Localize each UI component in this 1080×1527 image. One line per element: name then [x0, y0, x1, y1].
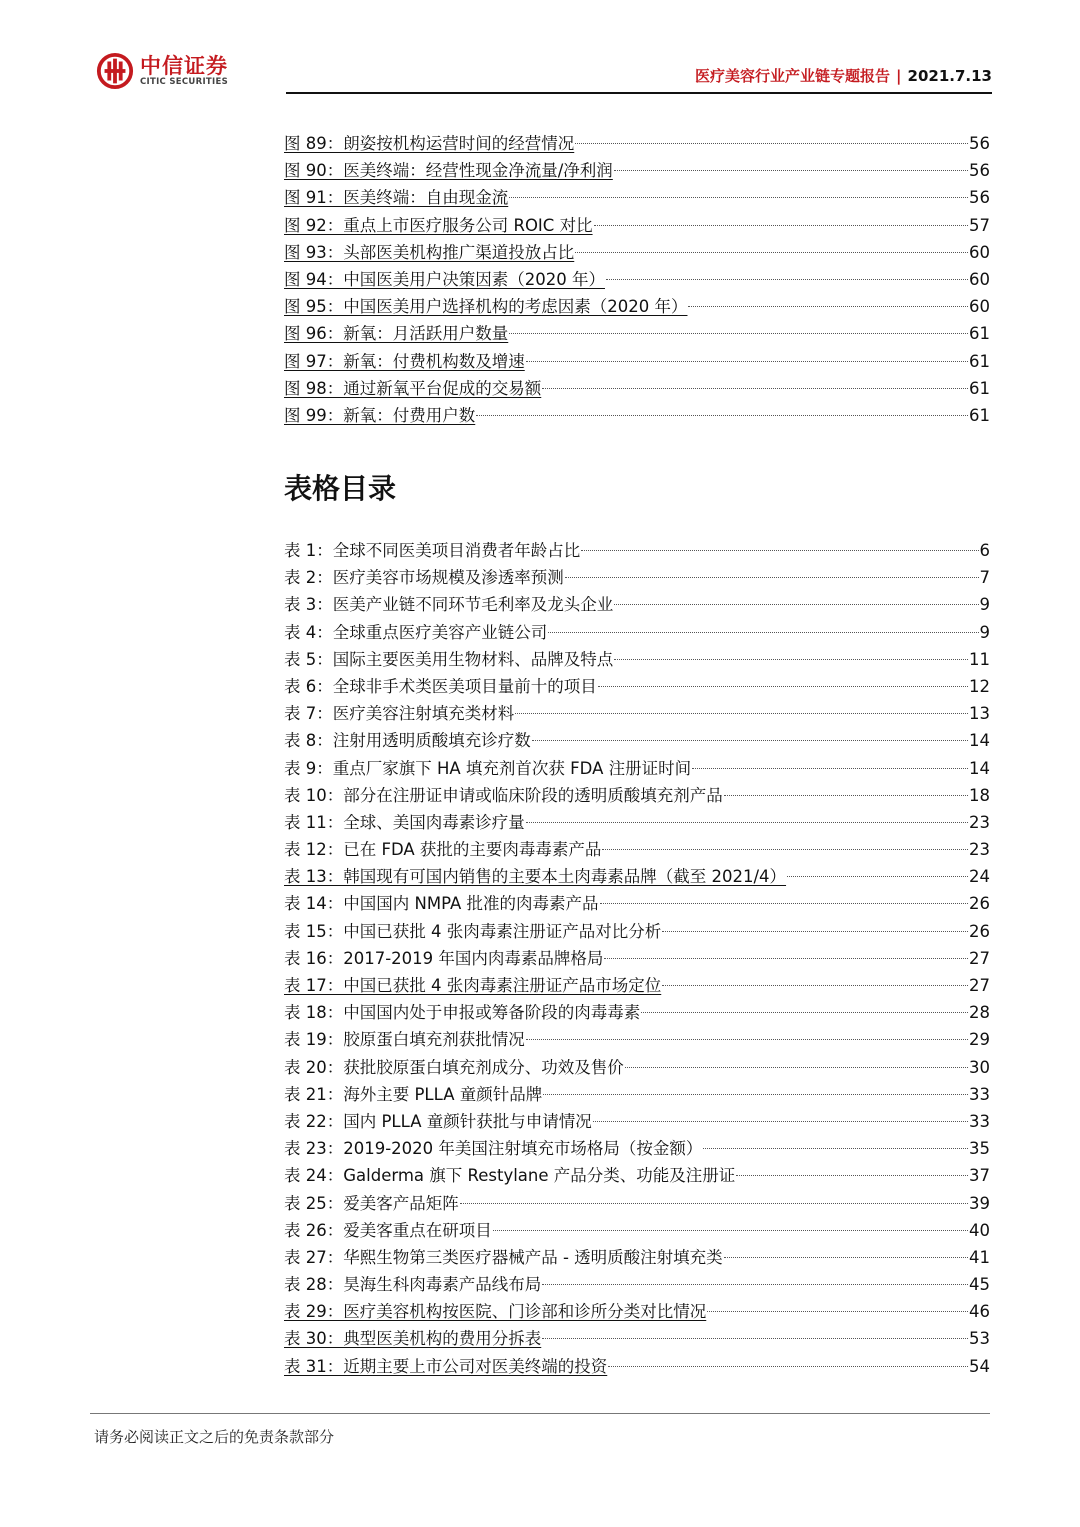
table-entry-title[interactable]: 表 28：昊海生科肉毒素产品线布局: [284, 1275, 542, 1295]
report-date: 2021.7.13: [907, 67, 992, 85]
figure-entry[interactable]: [284, 239, 990, 266]
table-entry[interactable]: [284, 809, 990, 836]
figure-entry-page[interactable]: 60: [969, 242, 990, 262]
table-entry-page[interactable]: 41: [969, 1247, 990, 1267]
table-entry-page[interactable]: 30: [969, 1057, 990, 1077]
table-entry-title[interactable]: 表 31：近期主要上市公司对医美终端的投资: [284, 1356, 608, 1376]
table-entry-page[interactable]: 26: [969, 921, 990, 941]
dot-leader: [476, 415, 968, 416]
figure-entry-page[interactable]: 56: [969, 188, 990, 208]
table-list: [284, 537, 990, 1380]
table-entry-page[interactable]: 33: [969, 1084, 990, 1104]
figure-entry-title[interactable]: 图 99：新氧：付费用户数: [284, 405, 476, 425]
dot-leader: [598, 686, 968, 687]
figure-entry-page[interactable]: 61: [969, 405, 990, 425]
dot-leader: [724, 795, 968, 796]
table-entry-title[interactable]: 表 7：医疗美容注射填充类材料: [284, 704, 515, 724]
table-entry-title[interactable]: 表 29：医疗美容机构按医院、门诊部和诊所分类对比情况: [284, 1302, 707, 1322]
dot-leader: [692, 768, 968, 769]
table-entry[interactable]: [284, 564, 990, 591]
dot-leader: [542, 388, 968, 389]
table-entry-title[interactable]: 表 25：爱美客产品矩阵: [284, 1193, 459, 1213]
table-entry-title[interactable]: 表 16：2017-2019 年国内肉毒素品牌格局: [284, 948, 604, 968]
figure-entry-page[interactable]: 57: [969, 215, 990, 235]
dot-leader: [787, 876, 968, 877]
figure-entry-page[interactable]: 56: [969, 134, 990, 153]
figure-entry[interactable]: [284, 266, 990, 293]
citic-logo: [96, 52, 228, 90]
table-entry-page[interactable]: 27: [969, 976, 990, 995]
dot-leader: [542, 1338, 968, 1339]
figure-entry-title[interactable]: 图 92：重点上市医疗服务公司 ROIC 对比: [284, 215, 593, 235]
figure-entry-page[interactable]: 60: [969, 297, 990, 317]
table-entry-page[interactable]: 26: [969, 894, 990, 914]
table-entry-title[interactable]: 表 1：全球不同医美项目消费者年龄占比: [284, 541, 581, 560]
table-entry-page[interactable]: 40: [969, 1220, 990, 1240]
table-entry-title[interactable]: 表 6：全球非手术类医美项目量前十的项目: [284, 676, 597, 696]
dot-leader: [532, 740, 968, 741]
figure-entry-page[interactable]: 56: [969, 161, 990, 181]
logo-english-name: CITIC SECURITIES: [140, 76, 229, 87]
dot-leader: [526, 1039, 968, 1040]
table-entry[interactable]: [284, 918, 990, 945]
figure-entry-title[interactable]: 图 95：中国医美用户选择机构的考虑因素（2020 年）: [284, 297, 688, 317]
table-entry-title[interactable]: 表 24：Galderma 旗下 Restylane 产品分类、功能及注册证: [284, 1166, 736, 1186]
dot-leader: [493, 1230, 968, 1231]
table-entry[interactable]: [284, 972, 990, 999]
table-entry[interactable]: [284, 999, 990, 1026]
figure-list: [284, 130, 990, 429]
dot-leader: [736, 1175, 968, 1176]
table-entry-page[interactable]: 53: [969, 1329, 990, 1349]
table-entry[interactable]: [284, 755, 990, 782]
figure-entry[interactable]: [284, 130, 990, 157]
table-entry-page[interactable]: 12: [969, 676, 990, 696]
footer-disclaimer: 请务必阅读正文之后的免责条款部分: [94, 1428, 335, 1446]
table-entry-page[interactable]: 29: [969, 1030, 990, 1050]
figure-entry[interactable]: [284, 184, 990, 211]
table-entry-title[interactable]: 表 22：国内 PLLA 童颜针获批与申请情况: [284, 1111, 592, 1131]
table-entry[interactable]: [284, 1298, 990, 1325]
table-entry-page[interactable]: 37: [969, 1166, 990, 1186]
figure-entry[interactable]: [284, 212, 990, 239]
figure-entry-title[interactable]: 图 89：朗姿按机构运营时间的经营情况: [284, 134, 575, 153]
table-entry-page[interactable]: 28: [969, 1003, 990, 1023]
dot-leader: [542, 1284, 968, 1285]
figure-entry-page[interactable]: 61: [969, 378, 990, 398]
table-entry[interactable]: [284, 1135, 990, 1162]
table-entry[interactable]: [284, 537, 990, 564]
table-entry-page[interactable]: 13: [969, 704, 990, 724]
dot-leader: [662, 985, 968, 986]
table-entry[interactable]: [284, 1026, 990, 1053]
table-entry-page[interactable]: 27: [969, 948, 990, 968]
table-entry-title[interactable]: 表 27：华熙生物第三类医疗器械产品 - 透明质酸注射填充类: [284, 1247, 723, 1267]
dot-leader: [594, 225, 968, 226]
dot-leader: [575, 143, 968, 144]
table-entry-title[interactable]: 表 12：已在 FDA 获批的主要肉毒毒素产品: [284, 840, 602, 860]
table-entry[interactable]: [284, 836, 990, 863]
figure-entry-title[interactable]: 图 97：新氧：付费机构数及增速: [284, 351, 525, 371]
dot-leader: [543, 1094, 968, 1095]
table-entry[interactable]: [284, 700, 990, 727]
figure-entry-page[interactable]: 61: [969, 324, 990, 344]
figure-entry-page[interactable]: 60: [969, 269, 990, 289]
header-separator: |: [896, 67, 902, 85]
figure-entry-title[interactable]: 图 90：医美终端：经营性现金净流量/净利润: [284, 161, 613, 181]
table-entry-title[interactable]: 表 8：注射用透明质酸填充诊疗数: [284, 731, 531, 751]
table-entry-title[interactable]: 表 30：典型医美机构的费用分拆表: [284, 1329, 542, 1349]
dot-leader: [548, 632, 978, 633]
table-entry[interactable]: [284, 727, 990, 754]
dot-leader: [606, 279, 968, 280]
dot-leader: [600, 903, 969, 904]
table-entry-page[interactable]: 39: [969, 1193, 990, 1213]
dot-leader: [509, 197, 968, 198]
dot-leader: [688, 306, 968, 307]
figure-entry-title[interactable]: 图 93：头部医美机构推广渠道投放占比: [284, 242, 575, 262]
dot-leader: [593, 1121, 968, 1122]
table-entry[interactable]: [284, 1081, 990, 1108]
footer-divider: [90, 1413, 990, 1414]
figure-entry-title[interactable]: 图 98：通过新氧平台促成的交易额: [284, 378, 542, 398]
table-entry-title[interactable]: 表 20：获批胶原蛋白填充剂成分、功效及售价: [284, 1057, 624, 1077]
table-entry[interactable]: [284, 863, 990, 890]
table-entry-title[interactable]: 表 3：医美产业链不同环节毛利率及龙头企业: [284, 595, 614, 615]
table-entry-title[interactable]: 表 23：2019-2020 年美国注射填充市场格局（按金额）: [284, 1139, 703, 1159]
table-entry-title[interactable]: 表 19：胶原蛋白填充剂获批情况: [284, 1030, 525, 1050]
figure-entry[interactable]: [284, 348, 990, 375]
dot-leader: [602, 849, 968, 850]
table-entry-title[interactable]: 表 11：全球、美国肉毒素诊疗量: [284, 812, 525, 832]
table-entry-page[interactable]: 11: [969, 649, 990, 669]
table-entry-page[interactable]: 33: [969, 1111, 990, 1131]
figure-entry[interactable]: [284, 157, 990, 184]
figure-entry-title[interactable]: 图 94：中国医美用户决策因素（2020 年）: [284, 269, 605, 289]
table-entry[interactable]: [284, 619, 990, 646]
report-title: 医疗美容行业产业链专题报告: [695, 67, 891, 85]
table-entry-page[interactable]: 6: [979, 541, 990, 560]
table-entry[interactable]: [284, 673, 990, 700]
table-entry-page[interactable]: 45: [969, 1275, 990, 1295]
figure-entry[interactable]: [284, 375, 990, 402]
table-entry-page[interactable]: 9: [979, 595, 990, 615]
report-info: [695, 65, 992, 86]
dot-leader: [604, 958, 968, 959]
figure-entry[interactable]: [284, 320, 990, 347]
table-entry-title[interactable]: 表 9：重点厂家旗下 HA 填充剂首次获 FDA 注册证时间: [284, 758, 692, 778]
dot-leader: [565, 577, 979, 578]
table-entry-page[interactable]: 54: [969, 1356, 990, 1376]
table-entry[interactable]: [284, 782, 990, 809]
table-entry-title[interactable]: 表 14：中国国内 NMPA 批准的肉毒素产品: [284, 894, 599, 914]
table-entry-page[interactable]: 24: [969, 867, 990, 887]
dot-leader: [526, 361, 968, 362]
table-entry-page[interactable]: 18: [969, 785, 990, 805]
table-entry-title[interactable]: 表 18：中国国内处于申报或筹备阶段的肉毒毒素: [284, 1003, 641, 1023]
table-entry[interactable]: [284, 1244, 990, 1271]
dot-leader: [575, 252, 968, 253]
table-entry-title[interactable]: 表 21：海外主要 PLLA 童颜针品牌: [284, 1084, 543, 1104]
table-entry[interactable]: [284, 1054, 990, 1081]
table-entry-page[interactable]: 23: [969, 812, 990, 832]
dot-leader: [526, 822, 968, 823]
table-entry-title[interactable]: 表 4：全球重点医疗美容产业链公司: [284, 622, 548, 642]
table-entry[interactable]: [284, 945, 990, 972]
table-entry-title[interactable]: 表 10：部分在注册证申请或临床阶段的透明质酸填充剂产品: [284, 785, 723, 805]
table-entry[interactable]: [284, 591, 990, 618]
table-entry-page[interactable]: 7: [979, 568, 990, 588]
dot-leader: [515, 713, 968, 714]
figure-entry-page[interactable]: 61: [969, 351, 990, 371]
table-entry[interactable]: [284, 1108, 990, 1135]
table-entry[interactable]: [284, 1325, 990, 1352]
table-entry-title[interactable]: 表 15：中国已获批 4 张肉毒素注册证产品对比分析: [284, 921, 662, 941]
table-entry-page[interactable]: 14: [969, 731, 990, 751]
dot-leader: [509, 333, 968, 334]
dot-leader: [608, 1366, 968, 1367]
tables-section-heading: 表格目录: [284, 472, 397, 505]
figure-entry[interactable]: [284, 402, 990, 429]
table-entry-page[interactable]: 9: [979, 622, 990, 642]
table-entry-page[interactable]: 14: [969, 758, 990, 778]
dot-leader: [724, 1257, 968, 1258]
table-entry[interactable]: [284, 1190, 990, 1217]
page-header: [0, 0, 1080, 100]
table-entry[interactable]: [284, 1162, 990, 1189]
dot-leader: [703, 1148, 968, 1149]
table-entry-title[interactable]: 表 13：韩国现有可国内销售的主要本土肉毒素品牌（截至 2021/4）: [284, 867, 787, 887]
dot-leader: [614, 604, 978, 605]
table-entry-page[interactable]: 46: [969, 1302, 990, 1322]
dot-leader: [707, 1311, 968, 1312]
figure-entry-title[interactable]: 图 91：医美终端：自由现金流: [284, 188, 509, 208]
logo-chinese-name: 中信证券: [140, 53, 228, 78]
dot-leader: [641, 1012, 968, 1013]
dot-leader: [460, 1203, 968, 1204]
header-divider: [286, 92, 992, 94]
citic-logo-icon: [96, 52, 134, 90]
table-entry-title[interactable]: 表 2：医疗美容市场规模及渗透率预测: [284, 568, 564, 588]
dot-leader: [614, 659, 968, 660]
table-entry-title[interactable]: 表 26：爱美客重点在研项目: [284, 1220, 492, 1240]
table-entry-page[interactable]: 23: [969, 840, 990, 860]
table-entry[interactable]: [284, 1217, 990, 1244]
dot-leader: [581, 550, 978, 551]
dot-leader: [625, 1067, 968, 1068]
table-entry[interactable]: [284, 646, 990, 673]
table-entry-title[interactable]: 表 17：中国已获批 4 张肉毒素注册证产品市场定位: [284, 976, 662, 995]
figure-entry-title[interactable]: 图 96：新氧：月活跃用户数量: [284, 324, 509, 344]
dot-leader: [662, 931, 968, 932]
dot-leader: [614, 170, 968, 171]
figure-entry[interactable]: [284, 293, 990, 320]
table-entry-page[interactable]: 35: [969, 1139, 990, 1159]
table-entry[interactable]: [284, 1271, 990, 1298]
table-entry[interactable]: [284, 1353, 990, 1380]
table-entry-title[interactable]: 表 5：国际主要医美用生物材料、品牌及特点: [284, 649, 614, 669]
table-entry[interactable]: [284, 890, 990, 917]
